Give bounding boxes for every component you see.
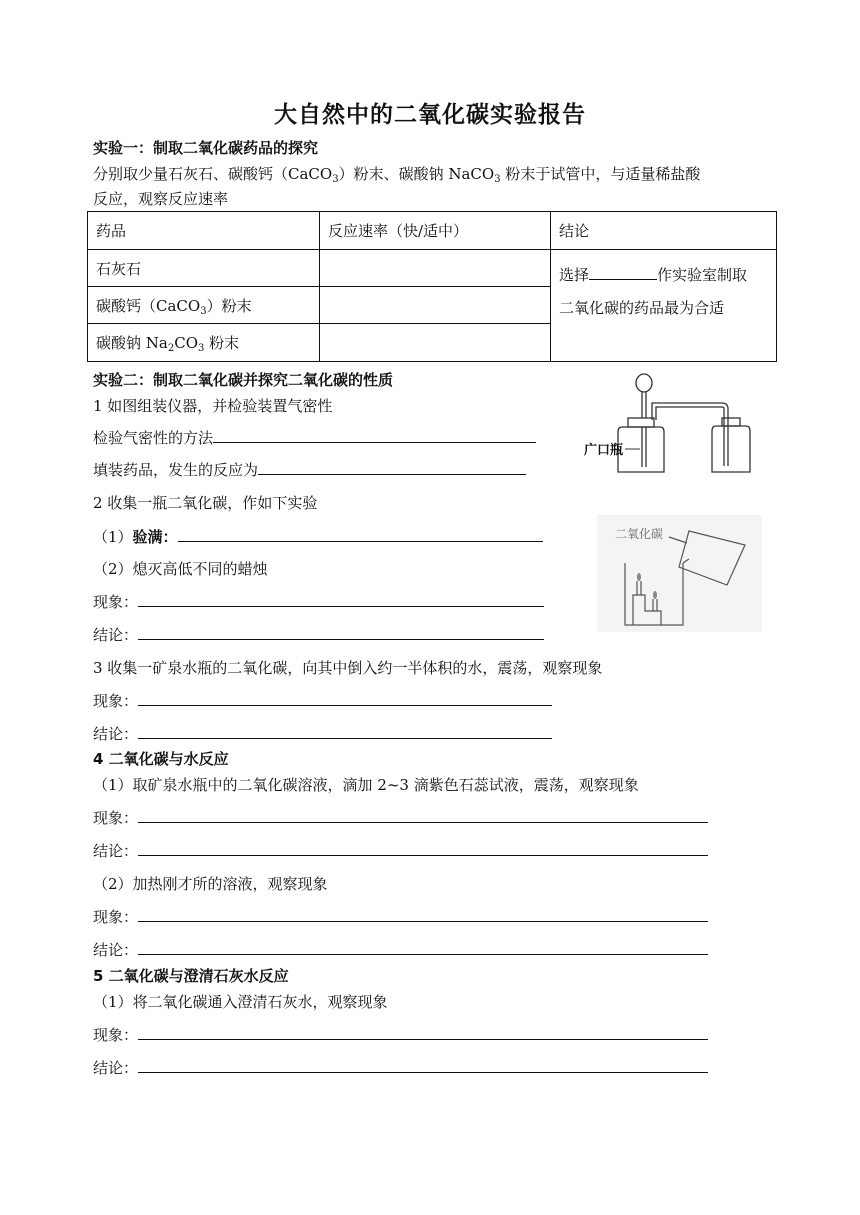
step4-1-conclusion-row: 结论： xyxy=(93,840,708,861)
step4-heading: 4 二氧化碳与水反应 xyxy=(93,750,229,768)
airtight-method-row: 检验气密性的方法 xyxy=(93,427,536,448)
table-header-conclusion: 结论 xyxy=(551,212,777,250)
exp2-heading: 实验二：制取二氧化碳并探究二氧化碳的性质 xyxy=(93,371,394,389)
page-title: 大自然中的二氧化碳实验报告 xyxy=(274,102,586,128)
candle-conclusion-row: 结论： xyxy=(93,624,544,645)
candle-phenomenon-blank[interactable] xyxy=(138,591,544,607)
airtight-method-blank[interactable] xyxy=(213,427,536,443)
full-check-blank[interactable] xyxy=(178,526,543,542)
candle-figure xyxy=(597,515,762,632)
step4-1-phenomenon-blank[interactable] xyxy=(138,807,708,823)
table-cell-rate-calcium-carbonate[interactable] xyxy=(320,287,551,324)
step5-1-conclusion-blank[interactable] xyxy=(138,1057,708,1073)
candle-phenomenon-row: 现象： xyxy=(93,591,544,612)
step5-1-text: （1）将二氧化碳通入澄清石灰水，观察现象 xyxy=(93,993,388,1011)
step5-heading: 5 二氧化碳与澄清石灰水反应 xyxy=(93,967,289,985)
apparatus-figure xyxy=(582,370,767,482)
exp1-description-line1: 分别取少量石灰石、碳酸钙（CaCO$_3$）粉末、碳酸钠 NaCO$_3$ 粉末于试管中，与适量稀盐酸 xyxy=(93,165,701,185)
table-cell-rate-sodium-carbonate[interactable] xyxy=(320,324,551,362)
step2-text: 2 收集一瓶二氧化碳，作如下实验 xyxy=(93,494,318,512)
drug-choice-blank[interactable] xyxy=(589,264,657,280)
candle-conclusion-blank[interactable] xyxy=(138,624,544,640)
step3-text: 3 收集一矿泉水瓶的二氧化碳，向其中倒入约一半体积的水，震荡，观察现象 xyxy=(93,659,603,677)
table-cell-rate-limestone[interactable] xyxy=(320,250,551,287)
reaction-blank[interactable] xyxy=(258,459,526,475)
table-cell-sodium-carbonate: 碳酸钠 $Na_2CO_3$ 粉末 xyxy=(88,324,320,362)
candle-co2-icon xyxy=(597,515,762,632)
step5-1-conclusion-row: 结论： xyxy=(93,1057,708,1078)
step5-1-phenomenon-row: 现象： xyxy=(93,1024,708,1045)
table-header-rate: 反应速率（快/适中） xyxy=(320,212,551,250)
candle-text: （2）熄灭高低不同的蜡烛 xyxy=(93,560,268,578)
step4-1-phenomenon-row: 现象： xyxy=(93,807,708,828)
step4-2-conclusion-blank[interactable] xyxy=(138,939,708,955)
table-cell-limestone: 石灰石 xyxy=(88,250,320,287)
step4-1-text: （1）取矿泉水瓶中的二氧化碳溶液，滴加 2~3 滴紫色石蕊试液，震荡，观察现象 xyxy=(93,776,639,794)
exp1-heading: 实验一：制取二氧化碳药品的探究 xyxy=(93,139,319,157)
gas-generation-apparatus-icon xyxy=(582,370,767,482)
step3-conclusion-row: 结论： xyxy=(93,723,552,744)
reaction-row: 填装药品，发生的反应为 xyxy=(93,459,526,480)
step5-1-phenomenon-blank[interactable] xyxy=(138,1024,708,1040)
step4-2-conclusion-row: 结论： xyxy=(93,939,708,960)
reaction-rate-table xyxy=(87,211,777,362)
table-header-drug: 药品 xyxy=(88,212,320,250)
table-cell-conclusion: 选择 作实验室制取 二氧化碳的药品最为合适 xyxy=(551,250,777,362)
step3-conclusion-blank[interactable] xyxy=(138,723,552,739)
step1-text: 1 如图组装仪器，并检验装置气密性 xyxy=(93,397,333,415)
step3-phenomenon-blank[interactable] xyxy=(138,690,552,706)
step3-phenomenon-row: 现象： xyxy=(93,690,552,711)
full-check-row: （1）验满： xyxy=(93,526,543,547)
table-cell-calcium-carbonate: 碳酸钙（CaCO$_3$）粉末 xyxy=(88,287,320,324)
co2-label: 二氧化碳 xyxy=(615,527,664,541)
step4-2-text: （2）加热刚才所的溶液，观察现象 xyxy=(93,875,328,893)
step4-2-phenomenon-blank[interactable] xyxy=(138,906,708,922)
exp1-description-line2: 反应，观察反应速率 xyxy=(93,190,229,208)
step4-1-conclusion-blank[interactable] xyxy=(138,840,708,856)
step4-2-phenomenon-row: 现象： xyxy=(93,906,708,927)
wide-mouth-bottle-label: 广口瓶 xyxy=(584,443,624,458)
